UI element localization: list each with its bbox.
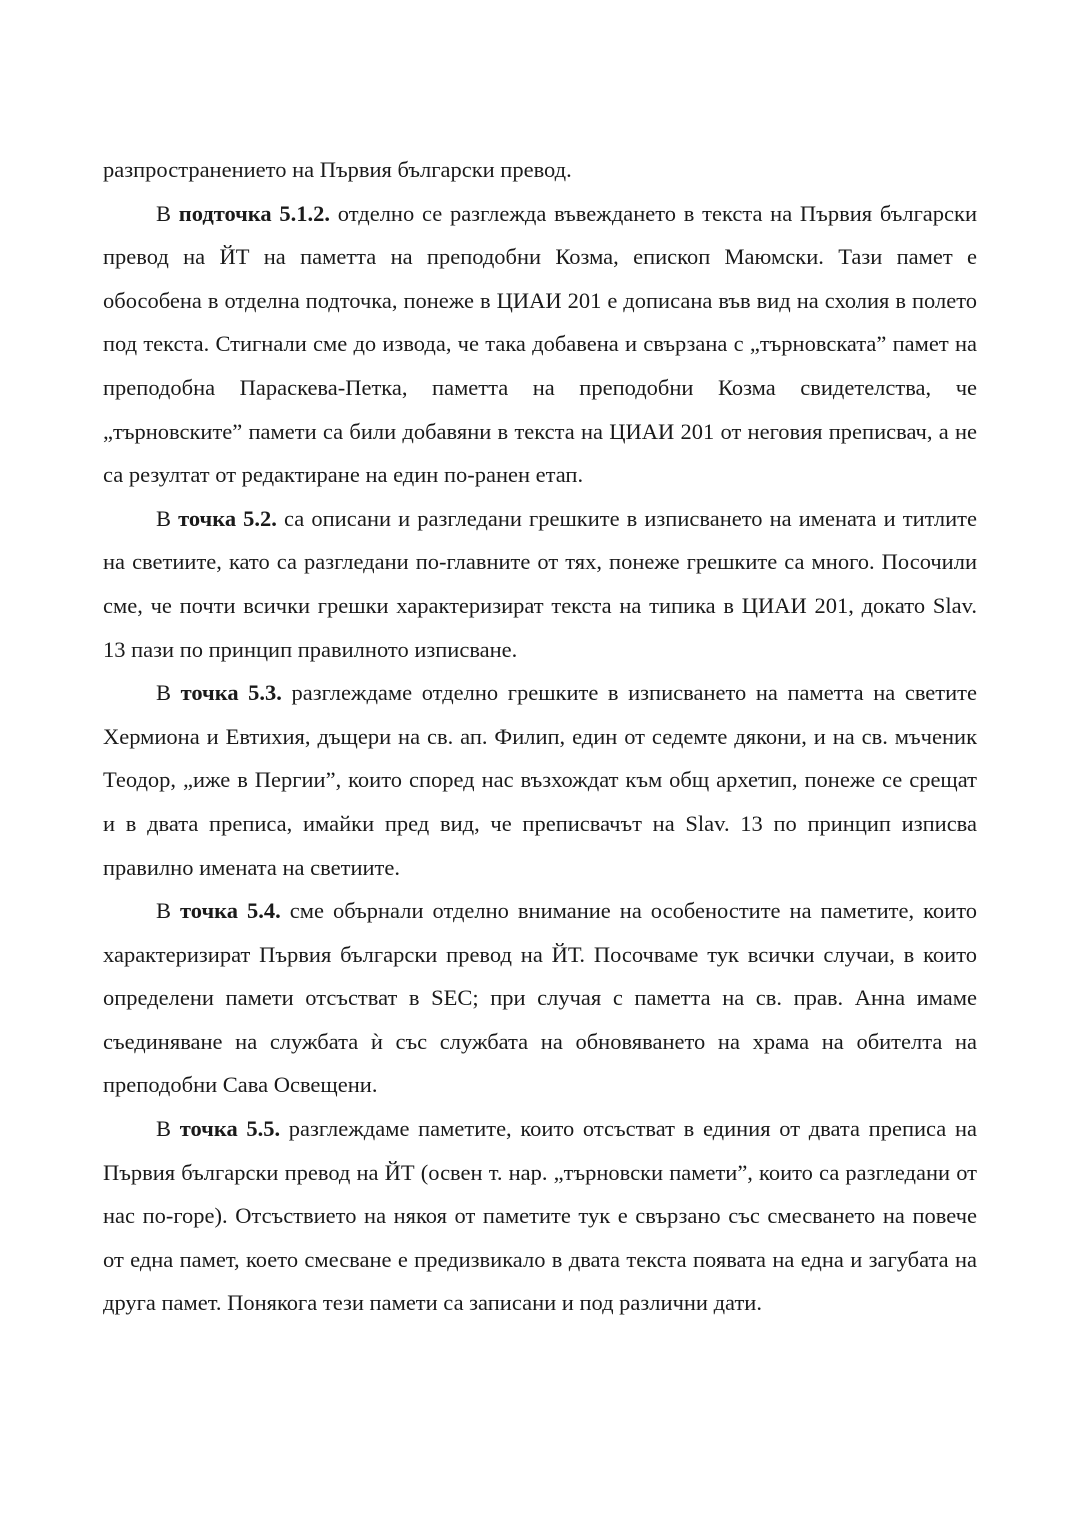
- paragraph-point-5-2: [103, 497, 977, 671]
- section-reference: точка 5.5.: [179, 1116, 281, 1142]
- paragraph-text: са описани и разгледани грешките в изписването на имената и титлите на светиите, като са разгледани по-главните от тях, понеже грешките са много. Посочили сме, че почти всички грешки характеризират текста на типика в ЦИАИ 201, докато Slav. 13 пази по принцип правилното изписване.: [103, 505, 977, 662]
- paragraph-lead: В: [156, 680, 181, 706]
- section-reference: точка 5.2.: [178, 505, 277, 531]
- section-reference: подточка 5.1.2.: [178, 200, 331, 226]
- paragraph-text: разпространението на Първия български превод.: [103, 157, 572, 182]
- paragraph-subpoint-5-1-2: [103, 192, 977, 497]
- paragraph-text: сме обърнали отделно внимание на особеностите на паметите, които характеризират Първия български превод на ЙТ. Посочваме тук всички случаи, в които определени памети отсъстват в SEC; при случая с паметта на св. прав. Анна имаме съединяване на службата ѝ със службата на обновяването на храма на обителта на преподобни Сава Освещени.: [103, 898, 977, 1098]
- paragraph-continuation: [103, 148, 977, 192]
- paragraph-lead: В: [156, 200, 179, 226]
- document-page: [103, 148, 977, 1325]
- paragraph-lead: В: [156, 1116, 180, 1142]
- paragraph-lead: В: [156, 505, 179, 531]
- paragraph-text: разглеждаме паметите, които отсъстват в единия от двата преписа на Първия български превод на ЙТ (освен т. нар. „търновски памети”, които са разгледани от нас по-горе). Отсъствието на някоя от паметите тук е свързано със смесването на повече от една памет, което смесване е предизвикало в двата текста появата на една и загубата на друга памет. Понякога тези памети са записани и под различни дати.: [103, 1116, 977, 1316]
- section-reference: точка 5.3.: [180, 680, 282, 706]
- section-reference: точка 5.4.: [180, 898, 281, 924]
- paragraph-point-5-5: [103, 1107, 977, 1325]
- paragraph-lead: В: [156, 898, 181, 924]
- paragraph-text: отделно се разглежда въвеждането в текста на Първия български превод на ЙТ на паметта на преподобни Козма, епископ Маюмски. Тази памет е обособена в отделна подточка, понеже в ЦИАИ 201 е дописана във вид на схолия в полето под текста. Стигнали сме до извода, че така добавена и свързана с „търновската” памет на преподобна Параскева-Петка, паметта на преподобни Козма свидетелства, че „търновските” памети са били добавяни в текста на ЦИАИ 201 от неговия преписвач, а не са резултат от редактиране на един по-ранен етап.: [103, 200, 977, 488]
- paragraph-text: разглеждаме отделно грешките в изписването на паметта на светите Хермиона и Евтихия, дъщери на св. ап. Филип, един от седемте дякони, и на св. мъченик Теодор, „иже в Пергии”, които според нас възхождат към общ архетип, понеже се срещат и в двата преписа, имайки пред вид, че преписвачът на Slav. 13 по принцип изписва правилно имената на светиите.: [103, 680, 977, 880]
- paragraph-point-5-3: [103, 671, 977, 889]
- paragraph-point-5-4: [103, 889, 977, 1107]
